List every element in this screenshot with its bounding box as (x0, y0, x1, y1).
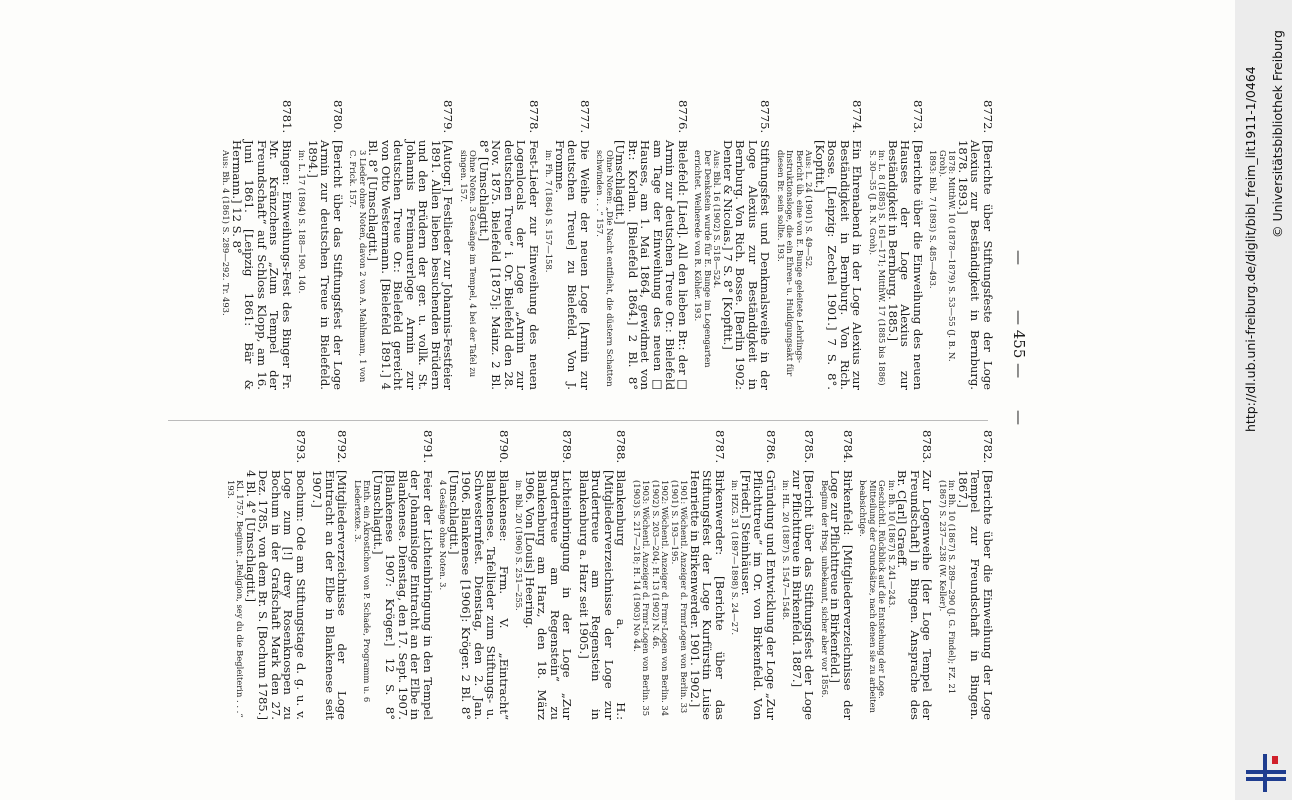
bibliography-entry (730, 430, 777, 720)
entry-text: Blankenburg a. H.: [Mitgliederverzeichnisse der Loge zur Brudertreue am Regenstein in Blankenburg a. Harz seit 1905.] (577, 470, 629, 720)
entry-note: 4 Gesänge ohne Noten. 3. (438, 480, 449, 591)
entry-text: [Mitgliederverzeichnisse der Loge Eintracht an der Elbe in Blankenese seit 1907.] (310, 470, 350, 720)
entry-text: Zur Logenweihe [der Loge Tempel der Freundschaft] in Bingen. Ansprache des Br. C[arl] Graeff. (895, 470, 935, 720)
entry-note: Aus: Bbl. 16 (1902) S. 518—524. (712, 150, 723, 289)
entry-note: in: Bh. 10 (1867) S. 241—243. (887, 480, 897, 609)
entry-text: [Bericht über das Stiftungsfest der Loge zur Pflichttreue in Birkenfeld. 1887.] (790, 470, 817, 720)
entry-note: 1893: Bbl. 7 (1893) S. 485—493. (928, 150, 939, 289)
entry-number: 8787. (713, 430, 727, 464)
column-divider (168, 420, 988, 421)
entry-number: 8778. (527, 100, 541, 134)
bibliography-entry (226, 430, 308, 720)
entry-number: 8793. (294, 430, 308, 464)
entry-note: 1901: Wöchentl. Anzeiger d. FrmrLogen von Berlin. 33 (1901) S. 193—195. (670, 480, 690, 714)
bibliography-entry (776, 100, 864, 390)
entry-number: 8774. (850, 100, 865, 134)
page-number: — 455 — (1010, 310, 1028, 379)
entry-number: 8773. (911, 100, 925, 134)
entry-number: 8772. (981, 100, 995, 134)
entry-note: Geschichtl. Rückblick auf die Entstehung der Loge. Mitteilung der Grundsätze, nach denen sie zu arbeiten beabsichtige. (858, 480, 888, 713)
entry-note: in: Bh. 10 (1867) S. 289—290 (J. G. Findel); FZ. 21 (1867) S. 237—238 (W. Keller). (938, 480, 958, 695)
bibliography-entry (693, 100, 772, 390)
running-header (1006, 100, 1028, 800)
bibliography-entry (514, 430, 574, 720)
entry-note: 3 Lieder ohne Noten, davon 2 von A. Mahlmann, 1 von C. Frick. 157. (348, 150, 368, 383)
entry-text: Bingen: Einweihungs-Fest des Binger Fr. Mr. Kränzchens „Zum Tempel der Freundschaft“ auf Schloss Klopp, am 16. Juni 1861. [Leipzig 1861: Bär & Hermann.] 12 S. 8° (230, 140, 294, 390)
bibliography-entry (297, 100, 344, 390)
entry-note: in: L. 17 (1894) S. 188—190. 140. (297, 150, 308, 294)
header-dash-right: — (1010, 410, 1028, 425)
bibliography-entry (578, 430, 628, 720)
entry-text: [Berichte über die Einweihung der Loge Tempel zur Freundschaft in Bingen. 1867.] (956, 470, 995, 720)
bibliography-entry (311, 430, 349, 720)
entry-note: Der Denkstein wurde für E. Bunge im Logengarten errichtet. Weiherede von R. Köhler. 193. (693, 150, 713, 368)
entry-note: Enth. ein Akrostichon von P. Schade, Programm u. 6 Liedertexte. 3. (353, 480, 373, 703)
entry-number: 8789. (560, 430, 575, 464)
entry-note: Ohne Noten. 3 Gesänge im Tempel, 4 bei der Tafel zu singen. 157. (459, 150, 479, 378)
entry-text: [Bericht über das Stiftungsfest der Loge Armin zur deutschen Treue in Bielefeld. 1894.] (306, 140, 345, 390)
bibliography-entry (544, 100, 591, 390)
bibliography-entry (348, 100, 455, 390)
bibliography-entry (221, 100, 293, 390)
entry-number: 8784. (841, 430, 855, 464)
entry-text: Feier der Lichteinbringung in den Tempel der Johannisloge Eintracht an der Elbe in Blankenese. Dienstag, den 17. Sept. 1907. [Blankenese 1907: Kröger.] 12 S. 8° [Umschlagtit.] (371, 470, 435, 720)
entry-note: in: Bbl. 20 (1906) S. 251—255. (514, 480, 525, 611)
entry-number: 8780. (331, 100, 345, 134)
entry-note: Ohne Noten: „Die Nacht entflieht, die düstern Schatten schwinden . . .“ 157. (595, 150, 615, 387)
entry-number: 8781. (280, 100, 294, 134)
bibliography-entry (820, 430, 855, 720)
bibliography-entry (438, 430, 510, 720)
entry-number: 8779. (441, 100, 456, 134)
entry-text: Ein Ehrenabend in der Loge Alexius zur Beständigkeit in Bernburg. Von Rich. Bosse. [Leipzig: Zechel 1901.] 7 S. 8°. [Kopftit.] (813, 140, 865, 390)
entry-note: in: HL. 20 (1887) S. 1547—1548. (781, 480, 792, 621)
entry-number: 8790. (497, 430, 511, 464)
bibliography-entry (858, 430, 934, 720)
entry-note: in: HZG. 31 (1897—1898) S. 24—27. (730, 480, 741, 636)
entry-text: Lichteinbringung in der Loge „Zur Brudertreue am Regenstein“ zu Blankenburg am Harz, den 18. März 1906. Von [Louis] Heering. (523, 470, 575, 720)
bibliography-entry (928, 100, 994, 390)
bibliography-entry (868, 100, 925, 390)
logo-bar-vertical (1263, 754, 1267, 792)
entry-note: Aus: Bh. 4 (1861) S. 289—292. Tr. 493. (221, 150, 232, 316)
entry-text: Bochum: Ode am Stiftungstage d. g. u. v. Loge zum [!] drey Rosenknospen zu Bochum in der Grafschaft Mark den 27. Dez. 1785, von dem Br. S. [Bochum 1785.] 4 Bl. 4° [Umschlagtit.] (244, 470, 308, 720)
logo-bar-red (1272, 756, 1278, 764)
entry-text: [Berichte über die Einweihung des neuen Hauses der Loge Alexius zur Beständigkeit in Bernburg. 1885.] (886, 140, 925, 390)
entry-text: Bielefeld: [Lied]. All den lieben Br.: der □ Armin zur deutschen Treue Or.: Bielefeld am Tage der Einweihung des neuen □ Hauses, am 1. Mai 1864, gewidmet von Br.: Korlan. [Bielefeld 1864.] 2 Bl. 8° [Umschlagtit.] (613, 140, 690, 390)
entry-number: 8792. (335, 430, 350, 464)
entry-number: 8785. (802, 430, 817, 464)
rotated-page-content (158, 100, 1028, 800)
entry-number: 8775. (758, 100, 773, 134)
left-column (217, 100, 994, 390)
entry-note: Aus: L. 24 (1901) S. 49—52. (804, 150, 815, 270)
entry-text: Birkenfeld: [Mitgliederverzeichnisse der Loge zur Pflichttreue in Birkenfeld.] (828, 470, 855, 720)
entry-note: 1878: MitthW. 10 (1878—1879) S. 53—55 (J. B. N. Groh). (938, 150, 958, 362)
entry-number: 8791. (421, 430, 435, 464)
entry-number: 8788. (614, 430, 629, 464)
entry-number: 8777. (578, 100, 592, 134)
entry-text: Fest-Lieder zur Einweihung des neuen Logenlocals der Loge „Armin zur deutschen Treue“ i. Or. Bielefeld den 28. Nov. 1875. Bielefeld [1875]: Mainz. 2 Bl. 8° [Umschlagtit.] (477, 140, 541, 390)
entry-number: 8783. (920, 430, 935, 464)
right-column (222, 430, 995, 720)
library-logo-icon (1242, 750, 1290, 794)
entry-text: Die Weihe der neuen Loge [Armin zur deutschen Treue] zu Bielefeld. Von J. Fromme. (553, 140, 592, 390)
entry-text: Stiftungsfest und Denkmalsweihe in der Loge Alexius zur Beständigkeit in Bernburg. Von Rich. Bosse. [Berlin 1902: Denter & Nicolas.] 7 S. 8° [Kopftit.] (721, 140, 773, 390)
bibliography-entry (353, 430, 435, 720)
header-dash-left: — (1010, 250, 1028, 265)
entry-note: Kl. 1757. Beginnt: „Religion, sey du die Begleiterin . . .“ 193. (226, 480, 246, 718)
bibliography-entry (938, 430, 995, 720)
entry-number: 8786. (764, 430, 778, 464)
bibliography-entry (595, 100, 689, 390)
entry-note: Bericht üb. eine von E. Bunge geleitete Lehrlings-Instruktionsloge, die ein Ehren- u. Huldigungsakt für diesen Br. sein sollte. 193. (776, 150, 805, 377)
entry-text: Birkenwerder: [Berichte über das Stiftungsfest der Loge Kurfürstin Luise Henriette in Birkenwerder. 1901. 1902.] (688, 470, 727, 720)
entry-text: Gründung und Entwicklung der Loge „Zur Pflichttreue“ im Or. von Birkenfeld. Von [Friedr.] Steinhäuser. (739, 470, 778, 720)
entry-text: Blankenese: Frm. V. „Eintracht“ Blankenese. Tafellieder zum Stiftungs- u. Schwesternfest. Dienstag, den 2. Jan. 1906. Blankenese [1906]: Kröger. 2 Bl. 8° [Umschlagtit.] (447, 470, 511, 720)
bibliography-entry (781, 430, 816, 720)
entry-note: 1902: Wöchentl. Anzeiger d. Frmr-Logen von Berlin. 34 (1902) S. 203—204; H. 13 (1902) N. 46. (651, 480, 671, 717)
entry-number: 8776. (676, 100, 690, 134)
entry-note: 1903: Wöchentl. Anzeiger d. Frmr-Logen von Berlin. 35 (1903) S. 217—218; H. 14 (1903) No 44. (632, 480, 652, 717)
source-url[interactable]: http://dl.ub.uni-freiburg.de/diglit/bibl_freim_lit1911-1/0464 (1243, 66, 1258, 432)
entry-text: [Autogr.] Festlieder zur Johannis-Festfeier 1891. Allen lieben besuchenden Brüdern und den Brüdern der ger. u. vollk. St. Johannis Freimaurerloge Armin zur deutschen Treue Or.: Bielefeld gereicht von Otto Westermann. [Bielefeld 1891.] 4 Bl. 8° [Umschlagtit.] (366, 140, 456, 390)
entry-note: in: Fh. 7 (1864) S. 157—158. (544, 150, 555, 273)
bibliography-entry (459, 100, 541, 390)
entry-note: Beginn der Hrsg. unbekannt, sicher aber vor 1856. (820, 480, 830, 698)
bibliography-entry (632, 430, 727, 720)
entry-number: 8782. (981, 430, 995, 464)
entry-text: [Berichte über Stiftungsfeste der Loge Alexius zur Beständigkeit in Bernburg. 1878. 1893.] (956, 140, 995, 390)
copyright-notice: © Universitätsbibliothek Freiburg (1270, 30, 1285, 238)
entry-note: in: L. 8 (1885) S. 161—171; MitthW. 17 (1885 bis 1886) S. 30—35 (J. B. N. Groh). (868, 150, 888, 386)
